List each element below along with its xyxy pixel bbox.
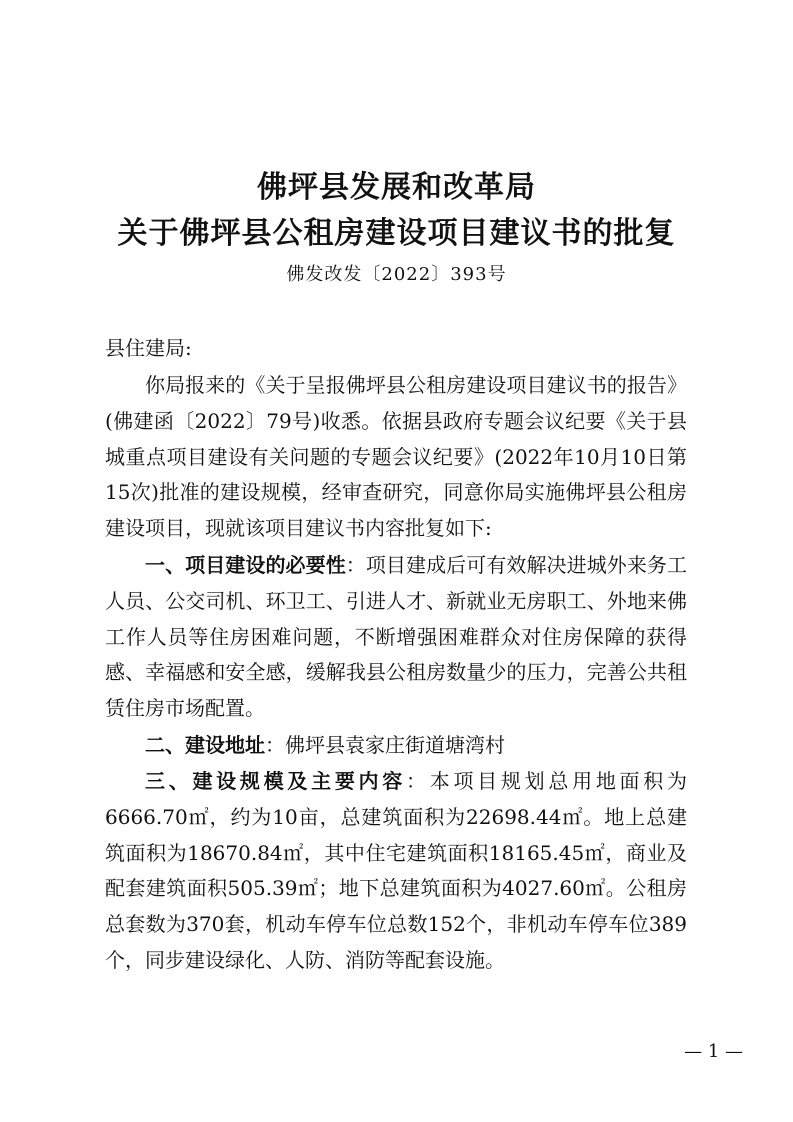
section-scale xyxy=(105,764,687,979)
section-address-text: ：佛坪县袁家庄街道塘湾村 xyxy=(265,733,505,757)
section-address xyxy=(105,728,687,764)
salutation: 县住建局: xyxy=(105,336,192,360)
section-scale-heading: 三、建设规模及主要内容 xyxy=(145,769,406,793)
section-necessity xyxy=(105,548,687,727)
document-number: 佛发改发〔2022〕393号 xyxy=(286,264,507,285)
section-necessity-heading: 一、项目建设的必要性 xyxy=(145,553,346,577)
section-necessity-text: ：项目建成后可有效解决进城外来务工人员、公交司机、环卫工、引进人才、新就业无房职工、外地来佛工作人员等住房困难问题，不断增强困难群众对住房保障的获得感、幸福感和安全感，缓解我县公租房数量少的压力，完善公共租赁住房市场配置。 xyxy=(105,553,688,721)
section-address-heading: 二、建设地址 xyxy=(145,733,265,757)
document-title-line1: 佛坪县发展和改革局 xyxy=(257,170,536,205)
intro-paragraph: 你局报来的《关于呈报佛坪县公租房建设项目建议书的报告》(佛建函〔2022〕79号)收悉。依据县政府专题会议纪要《关于县城重点项目建设有关问题的专题会议纪要》(2022年10月10日第15次)批准的建设规模，经审查研究，同意你局实施佛坪县公租房建设项目，现就该项目建议书内容批复如下: xyxy=(105,373,687,541)
document-title-line2: 关于佛坪县公租房建设项目建议书的批复 xyxy=(117,216,676,251)
page-number: — 1 — xyxy=(684,1041,743,1062)
section-scale-text: ：本项目规划总用地面积为6666.70㎡，约为10亩，总建筑面积为22698.44㎡。地上总建筑面积为18670.84㎡，其中住宅建筑面积18165.45㎡，商业及配套建筑面积505.39㎡；地下总建筑面积为4027.60㎡。公租房总套数为370套，机动车停车位总数152个，非机动车停车位389个，同步建设绿化、人防、消防等配套设施。 xyxy=(105,769,687,972)
